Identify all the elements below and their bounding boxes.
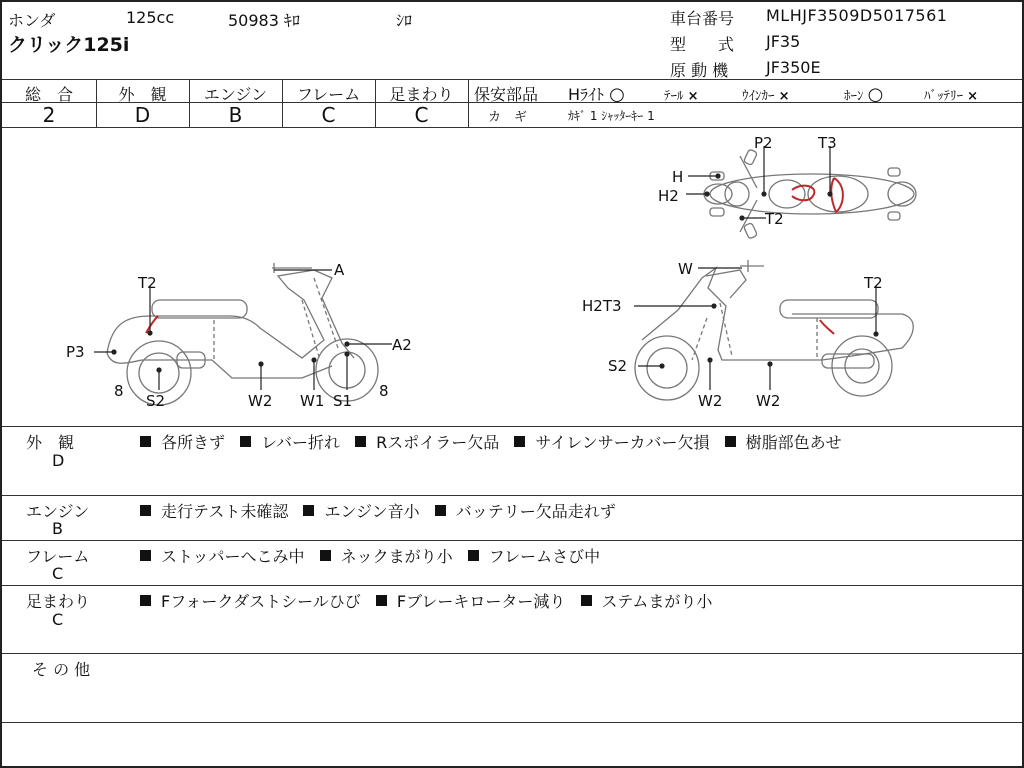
bullet-square	[435, 505, 446, 516]
note-item: ネックまがり小	[340, 547, 453, 566]
note-item: サイレンサーカバー欠損	[535, 433, 710, 452]
bullet-square	[581, 595, 592, 606]
taillight-status	[664, 85, 699, 104]
label-a: A	[334, 261, 345, 279]
divider	[468, 79, 469, 127]
label-p2: P2	[754, 134, 773, 152]
chassis-number: MLHJF3509D5017561	[766, 6, 948, 25]
label-w2-left: W2	[248, 392, 273, 410]
note-item: Fフォークダストシールひび	[161, 592, 361, 611]
bullet-square	[140, 436, 151, 447]
divider	[2, 79, 1022, 80]
divider	[2, 495, 1022, 496]
headlight-label: Hﾗｲﾄ	[568, 85, 605, 104]
note-item: レバー折れ	[261, 433, 340, 452]
headlight-status	[568, 82, 625, 105]
note-suspension-category: 足まわり	[26, 592, 91, 611]
label-s2-right: S2	[608, 357, 628, 375]
model-name: クリック125i	[8, 34, 130, 56]
grade-suspension-label: 足まわり	[389, 85, 454, 104]
grade-engine-value: B	[228, 103, 243, 127]
note-exterior-category: 外 観	[26, 433, 75, 452]
note-item: ステムまがり小	[601, 592, 713, 611]
label-w1: W1	[300, 392, 325, 410]
model-type-label: 型 式	[670, 35, 735, 54]
horn-label: ﾎｰﾝ	[844, 89, 864, 104]
label-8-right: 8	[379, 382, 389, 400]
bullet-square	[376, 595, 387, 606]
label-8-left: 8	[114, 382, 124, 400]
label-t2-left: T2	[138, 274, 157, 292]
bullet-square	[320, 550, 331, 561]
engine-model-label: 原 動 機	[670, 61, 729, 80]
note-frame-grade: C	[52, 564, 64, 583]
bullet-square	[725, 436, 736, 447]
label-t2-top: T2	[765, 210, 784, 228]
grade-overall-value: 2	[42, 103, 56, 127]
divider	[2, 540, 1022, 541]
bullet-square	[303, 505, 314, 516]
grade-suspension-value: C	[414, 103, 429, 127]
horn-mark: ○	[867, 84, 884, 105]
battery-mark: ×	[967, 89, 979, 104]
note-item: エンジン音小	[324, 502, 420, 521]
note-engine-grade: B	[52, 519, 63, 538]
damage-diagram	[2, 128, 1022, 426]
label-t2-right: T2	[864, 274, 883, 292]
note-item: Rスポイラー欠品	[376, 433, 500, 452]
battery-label: ﾊﾞｯﾃﾘｰ	[924, 89, 963, 104]
grade-exterior-label: 外 観	[118, 85, 167, 104]
horn-status	[844, 84, 883, 105]
bullet-square	[355, 436, 366, 447]
grade-overall-label: 総 合	[24, 85, 73, 104]
label-s1: S1	[333, 392, 353, 410]
headlight-mark: ○	[609, 84, 625, 105]
note-other-label: そ の 他	[32, 660, 91, 679]
note-item: フレームさび中	[488, 547, 601, 566]
note-item: 樹脂部色あせ	[745, 433, 842, 452]
note-suspension-grade: C	[52, 610, 64, 629]
displacement: 125cc	[126, 8, 175, 27]
label-w: W	[678, 260, 693, 278]
label-h2: H2	[658, 187, 679, 205]
label-h2t3: H2T3	[582, 297, 622, 315]
scooter-top-view	[704, 149, 916, 239]
note-engine-items	[140, 499, 626, 522]
note-item: 各所きず	[161, 433, 226, 452]
label-w2-right-b: W2	[756, 392, 781, 410]
model-type: JF35	[766, 32, 801, 51]
winker-status	[742, 85, 790, 104]
bullet-square	[514, 436, 525, 447]
winker-label: ｳｲﾝｶｰ	[742, 89, 775, 104]
bullet-square	[468, 550, 479, 561]
grade-engine-label: エンジン	[203, 85, 268, 104]
label-h: H	[672, 168, 684, 186]
divider	[2, 653, 1022, 654]
mileage: 50983 ｷﾛ	[228, 11, 300, 30]
note-frame-items	[140, 544, 610, 567]
taillight-mark: ×	[687, 89, 699, 104]
engine-model: JF350E	[766, 58, 821, 77]
taillight-label: ﾃｰﾙ	[664, 89, 684, 104]
key-label: カ ギ	[488, 110, 528, 125]
note-item: 走行テスト未確認	[161, 502, 289, 521]
maker-name: ホンダ	[8, 11, 56, 30]
note-item: バッテリー欠品走れず	[455, 502, 616, 521]
bullet-square	[240, 436, 251, 447]
note-item: ストッパーへこみ中	[161, 547, 305, 566]
winker-mark: ×	[778, 89, 790, 104]
label-p3: P3	[66, 343, 85, 361]
note-suspension-items	[140, 589, 722, 612]
safety-parts-title: 保安部品	[474, 85, 539, 104]
grade-frame-value: C	[321, 103, 336, 127]
divider	[2, 426, 1022, 427]
grade-frame-label: フレーム	[296, 85, 361, 104]
key-info: ｶｷﾞ 1 ｼｬｯﾀｰｷｰ 1	[568, 109, 655, 123]
bullet-square	[140, 595, 151, 606]
note-engine-category: エンジン	[26, 502, 90, 521]
note-exterior-items	[140, 430, 852, 453]
label-s2-left: S2	[146, 392, 166, 410]
body-color: ｼﾛ	[396, 11, 413, 30]
battery-status	[924, 85, 978, 104]
note-frame-category: フレーム	[26, 547, 90, 566]
divider	[2, 722, 1022, 723]
chassis-number-label: 車台番号	[670, 9, 735, 28]
label-t3-top: T3	[818, 134, 837, 152]
grade-exterior-value: D	[134, 103, 151, 127]
label-w2-right-a: W2	[698, 392, 723, 410]
bullet-square	[140, 505, 151, 516]
bullet-square	[140, 550, 151, 561]
note-exterior-grade: D	[52, 451, 65, 470]
divider	[2, 585, 1022, 586]
note-item: Fブレーキローター減り	[396, 592, 566, 611]
label-a2: A2	[392, 336, 412, 354]
